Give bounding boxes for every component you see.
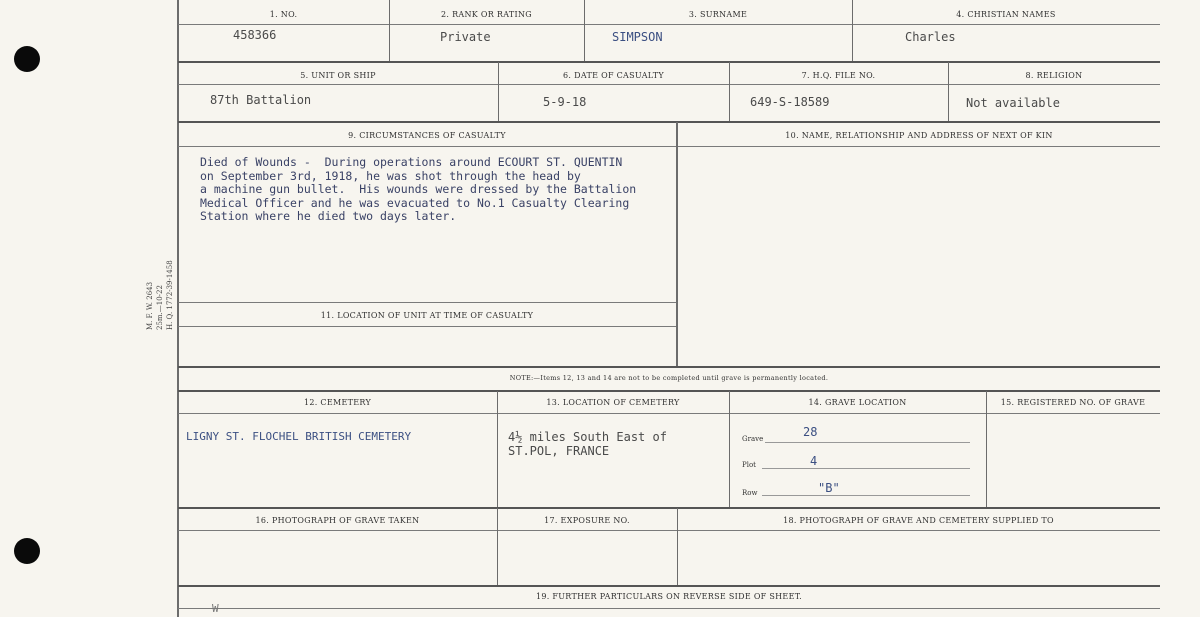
rule: [178, 585, 1160, 587]
photo-supplied-label: 18. PHOTOGRAPH OF GRAVE AND CEMETERY SUPPLIED TO: [783, 516, 1054, 525]
rule: [178, 413, 1160, 414]
christian-names-label: 4. CHRISTIAN NAMES: [956, 10, 1056, 19]
plot-value: 4: [810, 454, 818, 468]
cemetery-label: 12. CEMETERY: [303, 398, 372, 407]
circumstances-label: 9. CIRCUMSTANCES OF CASUALTY: [348, 131, 506, 140]
form-code-1: M. F. W. 2643: [146, 281, 154, 330]
corner-mark: W: [212, 602, 219, 615]
rank-value: Private: [440, 30, 491, 44]
surname-value: SIMPSON: [612, 30, 663, 44]
form-code-2: 25m.—10-22: [156, 285, 164, 330]
christian-names-value: Charles: [905, 30, 956, 44]
row-underline: [762, 495, 970, 496]
divider: [497, 391, 498, 507]
rule: [178, 302, 676, 303]
religion-value: Not available: [966, 96, 1060, 110]
punch-hole-top: [14, 46, 40, 72]
further-particulars-label: 19. FURTHER PARTICULARS ON REVERSE SIDE OF SHEET.: [535, 592, 803, 601]
cemetery-location-line1: 4½ miles South East of: [508, 430, 667, 444]
no-label: 1. NO.: [269, 10, 298, 19]
rule: [178, 121, 1160, 123]
rule: [178, 366, 1160, 368]
location-unit-label: 11. LOCATION OF UNIT AT TIME OF CASUALTY: [320, 311, 534, 320]
row-label: Row: [742, 489, 758, 497]
rule: [178, 24, 1160, 25]
cemetery-location-label: 13. LOCATION OF CEMETERY: [546, 398, 680, 407]
exposure-label: 17. EXPOSURE NO.: [544, 516, 630, 525]
hq-file-label: 7. H.Q. FILE NO.: [801, 71, 876, 80]
grave-label: Grave: [742, 435, 764, 443]
next-of-kin-label: 10. NAME, RELATIONSHIP AND ADDRESS OF NEXT OF KIN: [785, 131, 1053, 140]
rule: [178, 390, 1160, 392]
unit-value: 87th Battalion: [210, 93, 312, 107]
rank-label: 2. RANK OR RATING: [441, 10, 532, 19]
circumstances-text: Died of Wounds - During operations around ECOURT ST. QUENTIN on September 3rd, 1918, he was shot through the head by a machine gun bullet. His wounds were dressed by the Battalion Medical Officer and he was evacuated to No.1 Casualty Clearing Station where he died two days later.: [200, 155, 637, 223]
grave-underline: [765, 442, 970, 443]
rule: [178, 507, 1160, 509]
plot-label: Plot: [742, 461, 756, 469]
rule: [178, 61, 1160, 63]
cemetery-location-line2: ST.POL, FRANCE: [508, 444, 610, 458]
rule: [178, 608, 1160, 609]
date-label: 6. DATE OF CASUALTY: [563, 71, 664, 80]
surname-label: 3. SURNAME: [688, 10, 748, 19]
date-value: 5-9-18: [543, 95, 587, 109]
punch-hole-bottom: [14, 538, 40, 564]
grave-location-label: 14. GRAVE LOCATION: [808, 398, 907, 407]
plot-underline: [762, 468, 970, 469]
rule: [178, 84, 1160, 85]
photo-taken-label: 16. PHOTOGRAPH OF GRAVE TAKEN: [255, 516, 420, 525]
hq-file-value: 649-S-18589: [750, 95, 830, 109]
registered-label: 15. REGISTERED NO. OF GRAVE: [1000, 398, 1146, 407]
service-number: 458366: [233, 28, 277, 42]
religion-label: 8. RELIGION: [1025, 71, 1083, 80]
rule: [178, 326, 676, 327]
rule: [178, 530, 1160, 531]
unit-label: 5. UNIT OR SHIP: [300, 71, 376, 80]
divider: [729, 391, 730, 507]
cemetery-value: LIGNY ST. FLOCHEL BRITISH CEMETERY: [186, 430, 412, 443]
divider: [986, 391, 987, 507]
form-code-3: H. Q. 1772-39-1458: [166, 260, 174, 330]
grave-value: 28: [803, 425, 818, 439]
note-text: NOTE:—Items 12, 13 and 14 are not to be completed until grave is permanently located.: [509, 374, 829, 382]
row-value: "B": [818, 481, 840, 495]
rule: [178, 146, 1160, 147]
